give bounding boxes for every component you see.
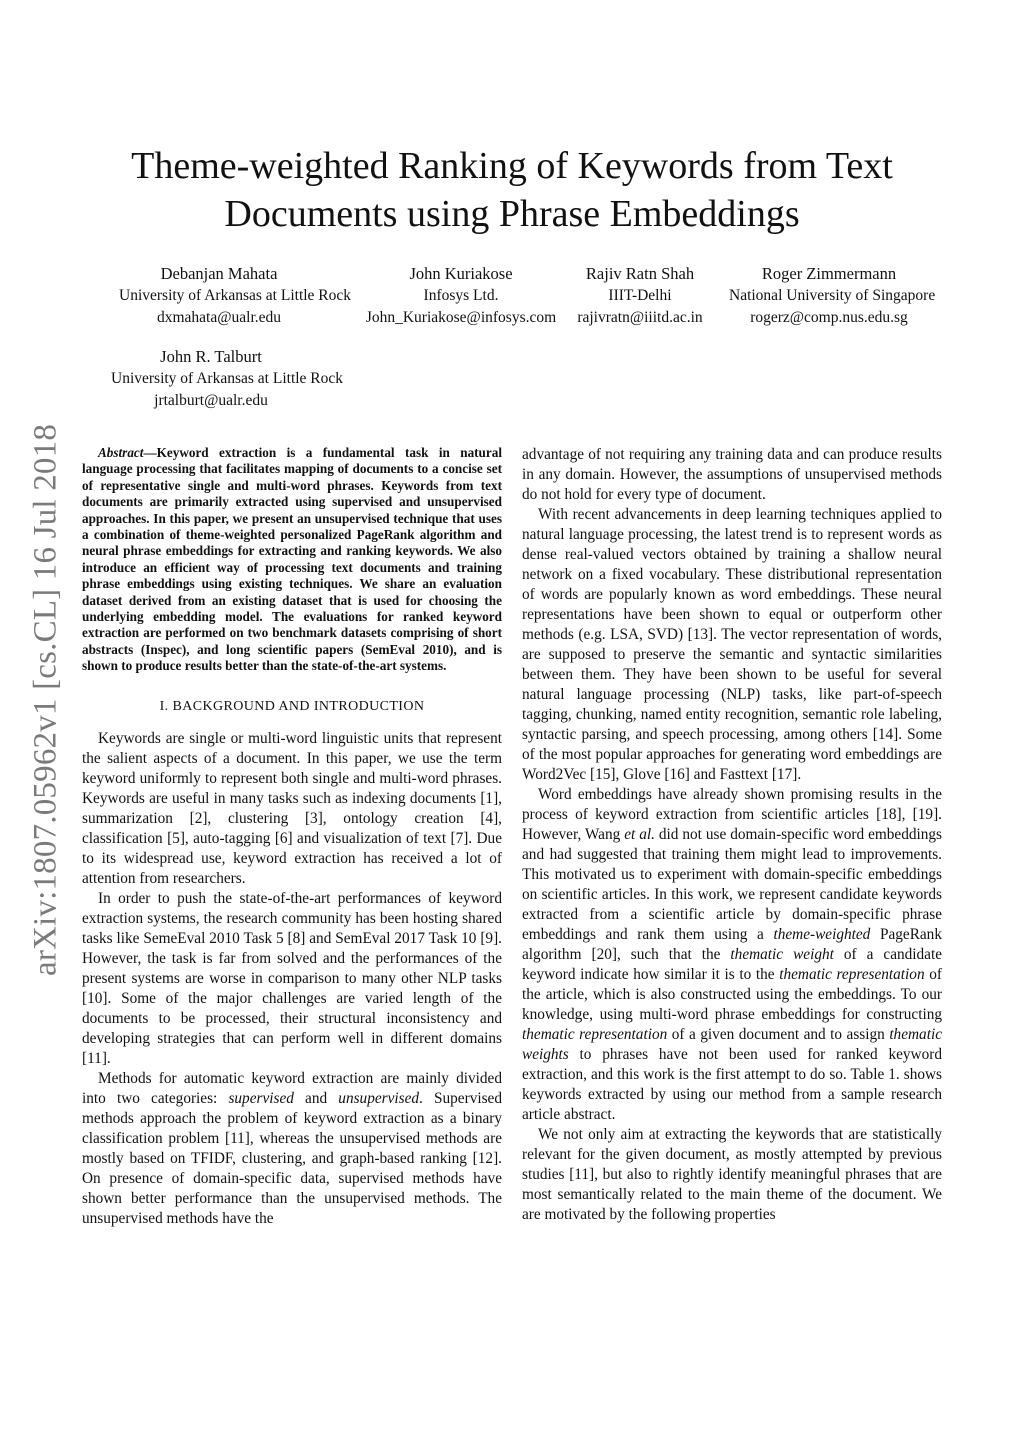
section-title-part: ACKGROUND AND [182, 698, 314, 714]
text-run: Word embeddings have already shown promising results in the process of keyword extraction from scientific articles [18], [19]. However, Wang [522, 786, 942, 843]
text-run: . Supervised methods approach the problem of keyword extraction as a binary classification problem [11], whereas the unsupervised methods are mostly based on TFIDF, clustering, and graph-based ranking [12]. On presence of domain-specific data, supervised methods have shown better performance than the unsupervised methods. The unsupervised methods have the [82, 1089, 502, 1227]
text-run: did not use domain-specific word embeddings and had suggested that training them might lead to improvements. This motivated us to experiment with domain-specific embeddings on scientific articles. In this work, we represent candidate keywords extracted from a scientific article by domain-specific phrase embeddings and rank them using a [522, 826, 942, 943]
section-heading [82, 697, 502, 717]
author-name: John R. Talburt [160, 347, 262, 366]
author-name: Roger Zimmermann [761, 264, 897, 283]
paper-title [0, 142, 1024, 238]
author-affiliation: National University of Singapore [729, 287, 936, 304]
body-paragraph: With recent advancements in deep learning techniques applied to natural language processing, the latest trend is to represent words as dense real-valued vectors obtained by training a shallow neural network on a fixed vocabulary. These distributional representation of words are popularly known as word embeddings. These neural representations have been shown to equal or outperform other methods (e.g. LSA, SVD) [13]. The vector representation of words, are supposed to preserve the semantic and syntactic similarities between them. They have been shown to be useful for several natural language processing (NLP) tasks, like part-of-speech tagging, chunking, named entity recognition, semantic role labeling, syntactic parsing, and speech processing, among others [14]. Some of the most popular approaches for generating word embeddings are Word2Vec [15], Glove [16] and Fasttext [17]. [522, 506, 942, 783]
abstract-label: Abstract [98, 445, 144, 460]
abstract-text: —Keyword extraction is a fundamental task in natural language processing that facilitates mapping of documents to a concise set of representative single and multi-word phrases. Keywords from text documents are primarily extracted using supervised and unsupervised approaches. In this paper, we present an unsupervised technique that uses a combination of theme-weighted personalized PageRank algorithm and neural phrase embeddings for extracting and ranking keywords. We also introduce an efficient way of processing text documents and training phrase embeddings using existing techniques. We share an evaluation dataset derived from an existing dataset that is used for choosing the underlying embedding model. The evaluations for ranked keyword extraction are performed on two benchmark datasets comprising of short abstracts (Inspec), and long scientific papers (SemEval 2010), and is shown to produce results better than the state-of-the-art systems. [82, 445, 502, 674]
text-run: to phrases have not been used for ranked keyword extraction, and this work is the first attempt to do so. Table 1. shows keywords extracted by using our method from a sample research article abstract. [522, 1046, 942, 1123]
text-run: and [293, 1089, 339, 1107]
text-run: Methods for automatic keyword extraction are mainly divided into two categories: [82, 1069, 502, 1107]
author-affiliation: University of Arkansas at Little Rock [111, 370, 344, 387]
author-name: Rajiv Ratn Shah [585, 264, 695, 283]
emphasis-text: thematic representation [779, 966, 925, 983]
section-title-part: NTRODUCTION [318, 698, 425, 714]
abstract [82, 445, 502, 675]
text-run: PageRank algorithm [20], such that the [522, 926, 942, 963]
author-affiliation: IIIT-Delhi [608, 287, 672, 304]
author-email: jrtalburt@ualr.edu [154, 392, 268, 409]
author-email: dxmahata@ualr.edu [156, 309, 282, 326]
author-email: John_Kuriakose@infosys.com [365, 309, 557, 326]
left-column [82, 445, 502, 1229]
section-title-initial: B [172, 698, 183, 714]
right-column [522, 445, 942, 1225]
text-run: of the article, which is also constructed using the embeddings. To our knowledge, using multi-word phrase embeddings for constructing [522, 966, 942, 1023]
author-block-5 [111, 346, 344, 412]
author-block-1 [119, 263, 352, 329]
author-block-3 [560, 263, 720, 329]
body-paragraph [82, 1069, 502, 1229]
emphasis-text: theme-weighted [773, 926, 871, 943]
arxiv-identifier: arXiv:1807.05962v1 [cs.CL] 16 Jul 2018 [27, 423, 64, 977]
body-paragraph [522, 785, 942, 1125]
emphasis-text: supervised [228, 1089, 294, 1107]
title-line-2: Documents using Phrase Embeddings [224, 193, 800, 235]
emphasis-text: thematic weight [730, 946, 834, 963]
author-affiliation: University of Arkansas at Little Rock [119, 287, 352, 304]
author-email: rajivratn@iiitd.ac.in [577, 309, 703, 326]
author-block-2 [361, 263, 561, 329]
section-title-initial: I [313, 698, 319, 714]
author-block-4 [729, 263, 936, 329]
author-name: John Kuriakose [409, 264, 513, 283]
title-line-1: Theme-weighted Ranking of Keywords from Text [131, 145, 893, 187]
body-paragraph: In order to push the state-of-the-art performances of keyword extraction systems, the research community has been hosting shared tasks like SemeEval 2010 Task 5 [8] and SemEval 2017 Task 10 [9]. However, the task is far from solved and the performances of the present systems are worse in comparison to many other NLP tasks [10]. Some of the major challenges are varied length of the documents to be processed, their structural inconsistency and developing strategies that can perform well in different domains [11]. [82, 889, 502, 1067]
author-name: Debanjan Mahata [160, 264, 278, 283]
author-email: rogerz@comp.nus.edu.sg [750, 309, 908, 326]
emphasis-text: et al. [624, 826, 655, 843]
body-paragraph: Keywords are single or multi-word linguistic units that represent the salient aspects of a document. In this paper, we use the term keyword uniformly to represent both single and multi-word phrases. Keywords are useful in many tasks such as indexing documents [1], summarization [2], clustering [3], ontology creation [4], classification [5], auto-tagging [6] and visualization of text [7]. Due to its widespread use, keyword extraction has received a lot of attention from researchers. [82, 729, 502, 887]
emphasis-text: unsupervised [338, 1089, 420, 1107]
text-run: of a given document and to assign [667, 1026, 890, 1043]
emphasis-text: thematic weights [522, 1026, 942, 1063]
section-number: I. [159, 698, 173, 714]
emphasis-text: thematic representation [522, 1026, 668, 1043]
body-paragraph: advantage of not requiring any training data and can produce results in any domain. However, the assumptions of unsupervised methods do not hold for every type of document. [522, 446, 942, 503]
body-paragraph: We not only aim at extracting the keywords that are statistically relevant for the given document, as mostly attempted by previous studies [11], but also to rightly identify meaningful phrases that are most semantically related to the main theme of the document. We are motivated by the following properties [522, 1126, 942, 1223]
text-run: of a candidate keyword indicate how similar it is to the [522, 946, 943, 983]
author-affiliation: Infosys Ltd. [423, 287, 499, 304]
